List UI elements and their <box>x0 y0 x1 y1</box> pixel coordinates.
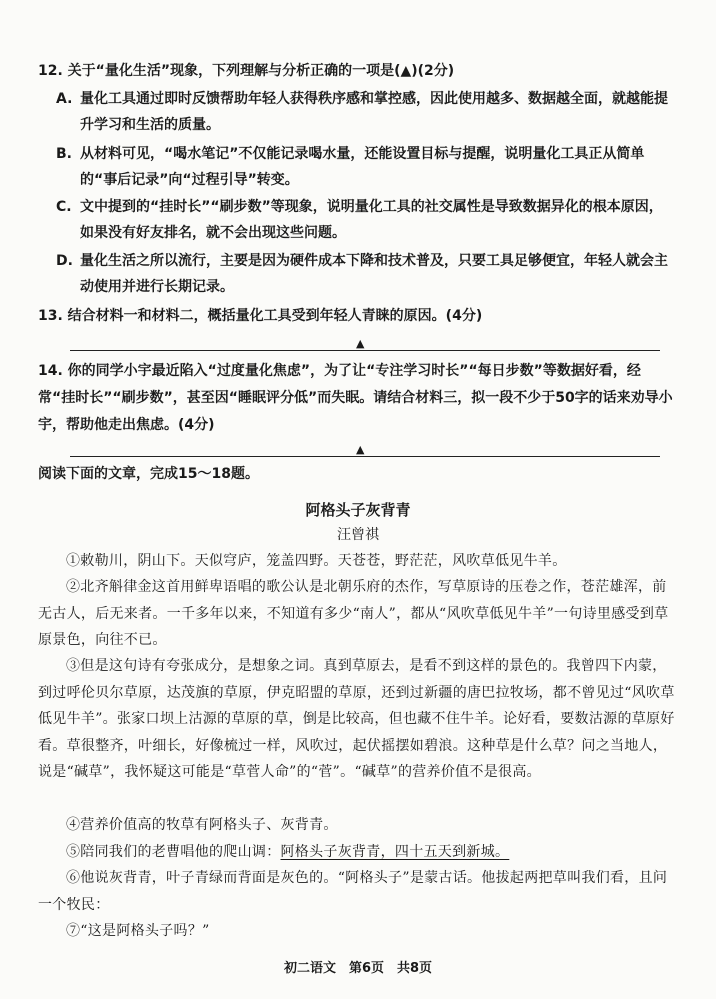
reading-intro: 阅读下面的文章，完成15～18题。 <box>38 466 259 482</box>
answer-marker: ▲ <box>356 443 365 456</box>
page-footer: 初二语文 第6页 共8页 <box>283 961 433 976</box>
paragraph-1: ①敕勒川，阴山下。天似穹庐，笼盖四野。天苍苍，野茫茫，风吹草低见牛羊。 <box>66 553 567 569</box>
option-text: 文中提到的“挂时长”“刷步数”等现象，说明量化工具的社交属性是导致数据异化的根本原因，如果没有好友排名，就不会出现这些问题。 <box>80 199 663 241</box>
answer-marker: ▲ <box>356 337 365 350</box>
paragraph-5-lead: ⑤陪同我们的老曹唱他的爬山调： <box>66 844 281 860</box>
question-12-option-a <box>56 86 672 138</box>
question-12-option-b <box>56 141 672 193</box>
paragraph-6: ⑥他说灰背青，叶子青绿而背面是灰色的。“阿格头子”是蒙古话。他拔起两把草叫我们看，且问一个牧民： <box>38 870 668 913</box>
article-author: 汪曾祺 <box>337 527 379 543</box>
paragraph-4: ④营养价值高的牧草有阿格头子、灰背青。 <box>66 817 338 833</box>
question-12-option-c <box>56 194 672 246</box>
option-letter: D. <box>56 253 73 269</box>
question-14-stem: 14. 你的同学小宇最近陷入“过度量化焦虑”，为了让“专注学习时长”“每日步数”等数据好看，经常“挂时长”“刷步数”，甚至因“睡眠评分低”而失眠。请结合材料三，拟一段不少于50字的话来劝导小宇，帮助他走出焦虑。(4分) <box>38 363 673 433</box>
paragraph-5-song: 阿格头子灰背青，四十五天到新城。 <box>280 844 510 860</box>
paragraph-5 <box>38 839 680 866</box>
answer-line-13[interactable] <box>70 350 660 351</box>
option-letter: C. <box>56 199 72 215</box>
paragraph-3: ③但是这句诗有夸张成分，是想象之词。真到草原去，是看不到这样的景色的。我曾四下内蒙，到过呼伦贝尔草原，达茂旗的草原，伊克昭盟的草原，还到过新疆的唐巴拉牧场，都不曾见过“风吹草低见牛羊”。张家口坝上沽源的草原的草，倒是比较高，但也藏不住牛羊。论好看，要数沽源的草原好看。草很整齐，叶细长，好像梳过一样，风吹过，起伏摇摆如碧浪。这种草是什么草？问之当地人，说是“碱草”，我怀疑这可能是“草菅人命”的“菅”。“碱草”的营养价值不是很高。 <box>38 658 675 780</box>
question-12-option-d <box>56 248 672 300</box>
question-12-stem: 12. 关于“量化生活”现象，下列理解与分析正确的一项是(▲)(2分) <box>38 63 455 79</box>
option-letter: B. <box>56 146 72 162</box>
option-text: 量化生活之所以流行，主要是因为硬件成本下降和技术普及，只要工具足够便宜，年轻人就会主动使用并进行长期记录。 <box>80 253 668 295</box>
option-letter: A. <box>56 91 73 107</box>
article-title: 阿格头子灰背青 <box>305 501 411 519</box>
paragraph-2: ②北齐斛律金这首用鲜卑语唱的歌公认是北朝乐府的杰作，写草原诗的压卷之作，苍茫雄浑，前无古人，后无来者。一千多年以来，不知道有多少“南人”，都从“风吹草低见牛羊”一句诗里感受到草原景色，向往不已。 <box>38 579 669 648</box>
answer-line-14[interactable] <box>70 456 660 457</box>
question-13-stem: 13. 结合材料一和材料二，概括量化工具受到年轻人青睐的原因。(4分) <box>38 308 483 324</box>
option-text: 量化工具通过即时反馈帮助年轻人获得秩序感和掌控感，因此使用越多、数据越全面，就越能提升学习和生活的质量。 <box>80 91 668 133</box>
option-text: 从材料可见，“喝水笔记”不仅能记录喝水量，还能设置目标与提醒，说明量化工具正从简单的“事后记录”向“过程引导”转变。 <box>80 146 645 188</box>
paragraph-7: ⑦“这是阿格头子吗？” <box>66 923 210 939</box>
